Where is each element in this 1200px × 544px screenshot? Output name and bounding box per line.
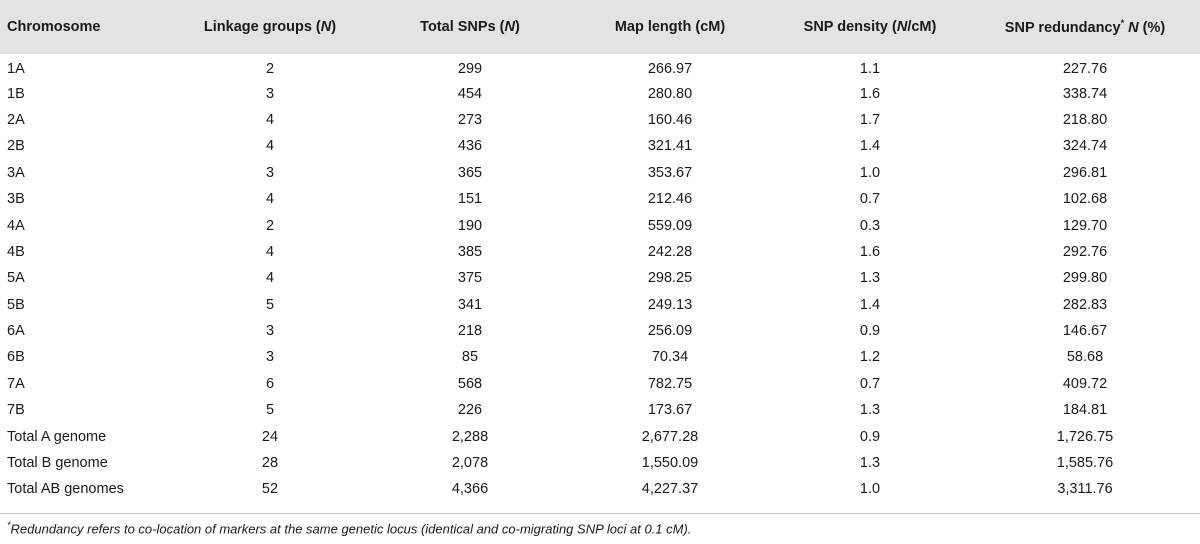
cell-linkage-groups: 2 [265,217,275,234]
cell-chromosome: 4B [7,243,25,260]
cell-total-snps: 365 [457,164,483,181]
header-row [0,0,1200,54]
table-bottom-rule [0,513,1200,514]
cell-linkage-groups: 3 [265,349,275,366]
cell-snp-redundancy: 299.80 [1062,270,1108,287]
table-row [0,160,1200,186]
cell-chromosome: 2B [7,138,25,155]
cell-chromosome: Total A genome [7,428,107,445]
cell-total-snps: 218 [457,323,483,340]
cell-snp-density: 1.4 [859,138,881,155]
cell-chromosome: 6B [7,349,25,366]
cell-snp-redundancy: 282.83 [1062,296,1108,313]
cell-linkage-groups: 4 [265,111,275,128]
cell-linkage-groups: 3 [265,85,275,102]
cell-total-snps: 85 [461,349,479,366]
cell-linkage-groups: 52 [261,481,279,498]
cell-snp-density: 1.3 [859,455,881,472]
table-row [0,423,1200,449]
cell-snp-redundancy: 1,585.76 [1056,455,1114,472]
cell-snp-redundancy: 184.81 [1062,402,1108,419]
cell-total-snps: 341 [457,296,483,313]
cell-linkage-groups: 4 [265,243,275,260]
header-total-snps: Total SNPs (N) [420,19,520,35]
cell-snp-redundancy: 58.68 [1066,349,1104,366]
cell-linkage-groups: 6 [265,375,275,392]
table-header [0,0,1200,54]
table-row [0,239,1200,265]
cell-chromosome: 6A [7,323,25,340]
cell-map-length: 4,227.37 [641,481,699,498]
table-row [0,107,1200,133]
table-row [0,397,1200,423]
table-row [0,265,1200,291]
table-row [0,450,1200,476]
cell-snp-redundancy: 3,311.76 [1057,481,1113,498]
cell-chromosome: 1B [7,85,25,102]
cell-total-snps: 299 [457,61,483,78]
cell-map-length: 173.67 [647,402,693,419]
cell-snp-redundancy: 227.76 [1062,61,1108,78]
cell-chromosome: Total AB genomes [7,481,124,498]
cell-linkage-groups: 5 [265,296,275,313]
header-linkage-groups: Linkage groups (N) [203,19,337,35]
cell-chromosome: 5B [7,296,25,313]
cell-chromosome: 3A [7,164,25,181]
cell-total-snps: 226 [457,402,483,419]
table-footnote: *Redundancy refers to co-location of markers at the same genetic locus (identical and co-migrating SNP loci at 0.1 cM). [7,520,692,537]
cell-snp-density: 0.9 [859,323,881,340]
cell-snp-density: 1.6 [859,243,881,260]
table-row [0,80,1200,106]
cell-snp-density: 1.3 [859,270,881,287]
cell-snp-redundancy: 324.74 [1062,138,1108,155]
cell-map-length: 2,677.28 [641,428,699,445]
cell-snp-redundancy: 1,726.75 [1056,428,1114,445]
header-snp-density: SNP density (N/cM) [803,19,937,35]
header-map-length: Map length (cM) [614,19,726,35]
cell-total-snps: 2,288 [451,428,489,445]
cell-chromosome: Total B genome [7,455,108,472]
table-row [0,186,1200,212]
cell-chromosome: 3B [7,191,25,208]
cell-map-length: 298.25 [647,270,693,287]
cell-snp-density: 1.3 [859,402,881,419]
table-row [0,476,1200,502]
cell-map-length: 353.67 [647,164,693,181]
table-row [0,318,1200,344]
cell-map-length: 321.41 [647,138,693,155]
cell-snp-redundancy: 292.76 [1062,243,1108,260]
cell-map-length: 782.75 [647,375,693,392]
cell-chromosome: 7B [7,402,25,419]
cell-total-snps: 4,366 [451,481,489,498]
cell-snp-density: 1.0 [859,164,881,181]
cell-snp-redundancy: 338.74 [1062,85,1108,102]
cell-linkage-groups: 2 [265,61,275,78]
cell-chromosome: 1A [7,61,25,78]
table-row [0,344,1200,370]
cell-total-snps: 454 [457,85,483,102]
cell-linkage-groups: 3 [265,164,275,181]
cell-snp-density: 1.6 [859,85,881,102]
cell-chromosome: 5A [7,270,25,287]
cell-snp-density: 1.4 [859,296,881,313]
header-chromosome: Chromosome [7,19,101,35]
cell-linkage-groups: 4 [265,270,275,287]
table-row [0,54,1200,80]
cell-snp-redundancy: 102.68 [1062,191,1108,208]
cell-linkage-groups: 24 [261,428,279,445]
cell-map-length: 280.80 [647,85,693,102]
cell-map-length: 1,550.09 [641,455,699,472]
cell-snp-redundancy: 296.81 [1062,164,1108,181]
table-row [0,133,1200,159]
cell-map-length: 212.46 [647,191,693,208]
cell-map-length: 266.97 [647,61,693,78]
cell-chromosome: 7A [7,375,25,392]
cell-linkage-groups: 28 [261,455,279,472]
cell-chromosome: 2A [7,111,25,128]
cell-total-snps: 436 [457,138,483,155]
cell-total-snps: 273 [457,111,483,128]
cell-snp-redundancy: 218.80 [1062,111,1108,128]
cell-snp-density: 0.3 [859,217,881,234]
header-snp-redundancy: SNP redundancy* N (%) [1004,18,1166,36]
cell-map-length: 249.13 [647,296,693,313]
table-row [0,292,1200,318]
cell-snp-density: 1.2 [859,349,881,366]
cell-linkage-groups: 3 [265,323,275,340]
cell-map-length: 70.34 [651,349,689,366]
cell-snp-density: 0.7 [859,375,881,392]
cell-snp-density: 0.7 [859,191,881,208]
cell-map-length: 160.46 [647,111,693,128]
table-row [0,212,1200,238]
cell-chromosome: 4A [7,217,25,234]
cell-snp-redundancy: 409.72 [1062,375,1108,392]
cell-linkage-groups: 4 [265,138,275,155]
cell-snp-density: 0.9 [859,428,881,445]
cell-total-snps: 375 [457,270,483,287]
cell-snp-density: 1.1 [859,61,881,78]
table-body [0,54,1200,503]
cell-snp-redundancy: 129.70 [1062,217,1108,234]
cell-total-snps: 151 [457,191,483,208]
cell-snp-redundancy: 146.67 [1062,323,1108,340]
cell-map-length: 242.28 [647,243,693,260]
cell-snp-density: 1.7 [859,111,881,128]
cell-total-snps: 568 [457,375,483,392]
cell-total-snps: 385 [457,243,483,260]
cell-linkage-groups: 5 [265,402,275,419]
cell-linkage-groups: 4 [265,191,275,208]
cell-total-snps: 2,078 [451,455,489,472]
cell-total-snps: 190 [457,217,483,234]
cell-snp-density: 1.0 [859,481,881,498]
table-row [0,371,1200,397]
cell-map-length: 256.09 [647,323,693,340]
cell-map-length: 559.09 [647,217,693,234]
